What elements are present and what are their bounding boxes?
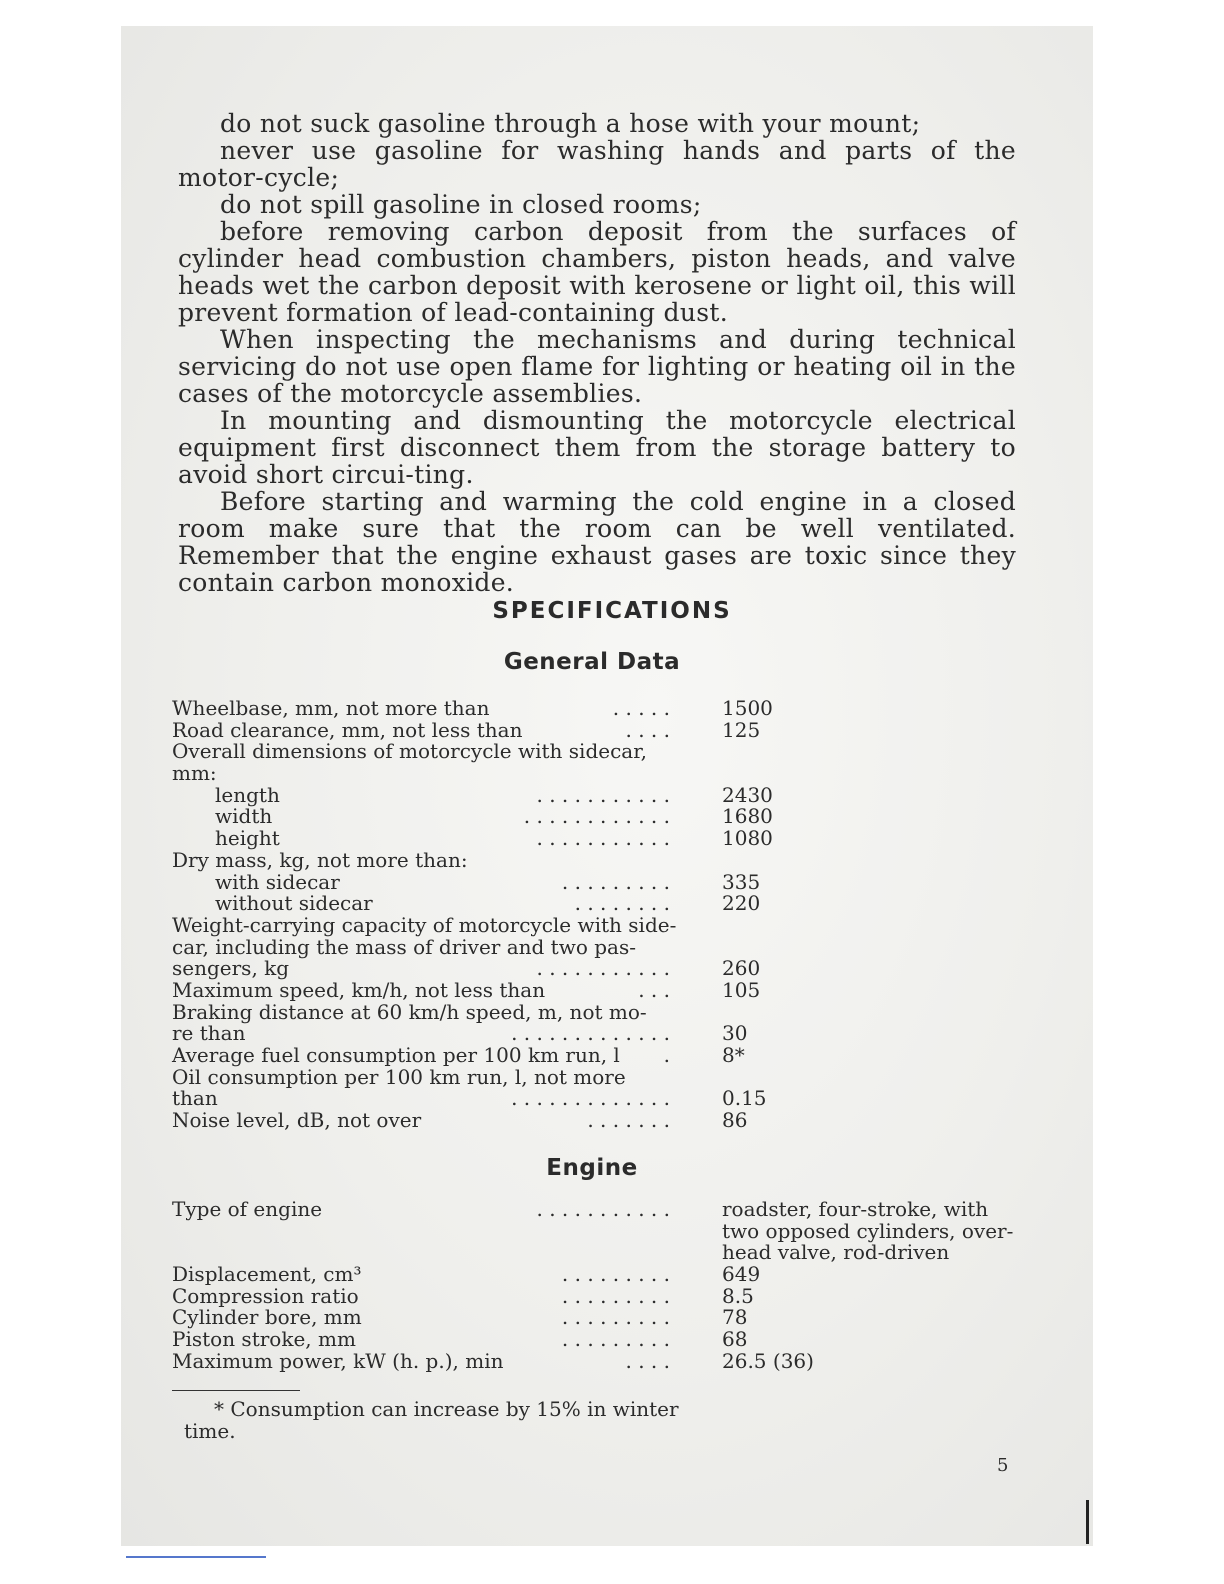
spec-label: Road clearance, mm, not less than (172, 717, 523, 742)
spec-label-column (172, 1221, 670, 1243)
spec-leader-dots: . . . . (625, 717, 670, 742)
spec-label-column (172, 741, 670, 763)
general-spec-row (172, 806, 1032, 828)
general-spec-row (172, 1045, 1032, 1067)
spec-label: sengers, kg (172, 956, 290, 981)
general-spec-row (172, 698, 1032, 720)
spec-label: Braking distance at 60 km/h speed, m, not mo- (172, 999, 647, 1024)
spec-label-column (172, 763, 670, 785)
spec-label-column (172, 1348, 670, 1373)
spec-label-column (172, 934, 670, 959)
general-spec-row (172, 999, 1032, 1024)
engine-spec-row (172, 1348, 1032, 1373)
spec-value: 105 (722, 977, 761, 1002)
spec-label-column (172, 1064, 670, 1089)
spec-label-column (172, 1283, 670, 1308)
spec-label-column (172, 847, 670, 872)
spec-label-column (172, 1242, 670, 1264)
general-data-table (172, 698, 1032, 1132)
spec-label-column (172, 869, 670, 894)
spec-label: Weight-carrying capacity of motorcycle with side- (172, 912, 677, 937)
engine-spec-row (172, 1283, 1032, 1308)
general-spec-row (172, 847, 1032, 872)
engine-spec-row (172, 1218, 1032, 1243)
general-spec-row (172, 1023, 1032, 1045)
spec-label-column (172, 958, 670, 980)
scan-edge-mark (1086, 1500, 1089, 1544)
spec-label: car, including the mass of driver and two pas- (172, 934, 636, 959)
spec-label-column (172, 1023, 670, 1045)
safety-para-3: do not spill gasoline in closed rooms; (220, 190, 702, 219)
engine-title: Engine (546, 1155, 638, 1181)
safety-para-4: before removing carbon deposit from the surfaces of cylinder head combustion chambers, piston heads, and valve heads wet the carbon deposit with kerosene or light oil, this will prevent formation of lead-containing dust. (178, 217, 1016, 327)
spec-label: Maximum power, kW (h. p.), min (172, 1348, 504, 1373)
general-spec-row (172, 741, 1032, 763)
spec-leader-dots: . . . . . . . . . . . (536, 956, 670, 981)
spec-leader-dots: . . . . . (612, 696, 670, 720)
spec-label: mm: (172, 761, 217, 786)
spec-label: height (215, 826, 280, 851)
spec-label-column (172, 806, 670, 828)
spec-value: 1500 (722, 696, 773, 720)
footnote: * Consumption can increase by 15% in winter time. (184, 1397, 679, 1443)
spec-label: Dry mass, kg, not more than: (172, 847, 468, 872)
spec-leader-dots: . . . . . . . . . (561, 1327, 670, 1352)
spec-leader-dots: . . . . . . . . . (561, 1262, 670, 1287)
spec-label-column (172, 1110, 670, 1132)
spec-label: Displacement, cm³ (172, 1262, 362, 1287)
general-spec-row (172, 934, 1032, 959)
general-spec-row (172, 912, 1032, 937)
general-spec-row (172, 763, 1032, 785)
safety-para-7: Before starting and warming the cold engine in a closed room make sure that the room can be well ventilated. Remember that the engine exhaust gases are toxic since they contain carbon monoxide. (178, 487, 1016, 597)
spec-label: Type of engine (172, 1197, 323, 1221)
spec-value: 26.5 (36) (722, 1348, 814, 1373)
spec-value: 30 (722, 1021, 748, 1046)
safety-para-5: When inspecting the mechanisms and during technical servicing do not use open flame for lighting or heating oil in the cases of the motorcycle assemblies. (178, 325, 1016, 408)
spec-label: than (172, 1086, 218, 1111)
spec-label-column (172, 999, 670, 1024)
specifications-title: SPECIFICATIONS (492, 598, 732, 624)
general-spec-row (172, 977, 1032, 1002)
general-spec-row (172, 717, 1032, 742)
engine-spec-row (172, 1329, 1032, 1351)
spec-value: 1680 (722, 804, 773, 829)
engine-table (172, 1199, 1032, 1373)
spec-leader-dots: . . . . . . . . (574, 891, 670, 916)
engine-spec-row (172, 1307, 1032, 1329)
spec-label: Maximum speed, km/h, not less than (172, 977, 546, 1002)
spec-label: without sidecar (215, 891, 373, 916)
spec-value: 8.5 (722, 1283, 754, 1308)
general-spec-row (172, 782, 1032, 807)
engine-spec-row (172, 1199, 1032, 1221)
spec-label-column (172, 1199, 670, 1221)
spec-value: 220 (722, 891, 761, 916)
spec-label-column (172, 1045, 670, 1067)
safety-para-1: do not suck gasoline through a hose with your mount; (220, 109, 921, 138)
safety-para-2: never use gasoline for washing hands and parts of the motor-cycle; (178, 136, 1016, 192)
spec-leader-dots: . . . . (625, 1348, 670, 1373)
spec-value: 0.15 (722, 1086, 767, 1111)
page-number: 5 (997, 1455, 1009, 1476)
general-spec-row (172, 828, 1032, 850)
spec-value: 8* (722, 1043, 745, 1067)
spec-label: length (215, 782, 280, 807)
spec-value: 1080 (722, 826, 773, 851)
engine-spec-row (172, 1242, 1032, 1264)
spec-value: 335 (722, 869, 761, 894)
spec-label-column (172, 977, 670, 1002)
spec-label: Overall dimensions of motorcycle with sidecar, (172, 739, 647, 764)
general-data-title: General Data (503, 649, 681, 675)
general-spec-row (172, 1110, 1032, 1132)
spec-label-column (172, 1088, 670, 1110)
spec-leader-dots: . . . . . . . . . . . . . (511, 1086, 670, 1111)
spec-label: Wheelbase, mm, not more than (172, 696, 490, 720)
general-spec-row (172, 958, 1032, 980)
spec-value: 125 (722, 717, 761, 742)
spec-leader-dots: . . . . . . . . . (561, 1283, 670, 1308)
scan-blue-line (126, 1556, 266, 1558)
spec-leader-dots: . . . . . . . . . . . . . (511, 1021, 670, 1046)
spec-label: Compression ratio (172, 1283, 359, 1308)
spec-label: Cylinder bore, mm (172, 1305, 362, 1330)
spec-label: width (215, 804, 273, 829)
spec-value: 78 (722, 1305, 748, 1330)
general-spec-row (172, 893, 1032, 915)
spec-label-column (172, 782, 670, 807)
spec-value: roadster, four-stroke, with (722, 1197, 989, 1221)
spec-label: Noise level, dB, not over (172, 1108, 422, 1133)
spec-leader-dots: . . . . . . . . . . . (536, 782, 670, 807)
spec-label: Oil consumption per 100 km run, l, not more (172, 1064, 626, 1089)
spec-label-column (172, 1329, 670, 1351)
spec-leader-dots: . . . . . . . . . . . (536, 1197, 670, 1221)
spec-label-column (172, 698, 670, 720)
spec-label: Average fuel consumption per 100 km run, l (172, 1043, 620, 1067)
spec-label-column (172, 893, 670, 915)
spec-value: 2430 (722, 782, 773, 807)
spec-leader-dots: . (663, 1043, 670, 1067)
spec-label: re than (172, 1021, 246, 1046)
general-spec-row (172, 1064, 1032, 1089)
spec-label-column (172, 1264, 670, 1286)
spec-label-column (172, 912, 677, 937)
spec-leader-dots: . . . . . . . (587, 1108, 670, 1133)
spec-leader-dots: . . . . . . . . . (561, 869, 670, 894)
spec-leader-dots: . . . . . . . . . . . (536, 826, 670, 851)
spec-value: 260 (722, 956, 761, 981)
safety-para-6: In mounting and dismounting the motorcycle electrical equipment first disconnect them from the storage battery to avoid short circui-ting. (178, 406, 1016, 489)
spec-label: Piston stroke, mm (172, 1327, 356, 1352)
footnote-rule (172, 1390, 300, 1391)
spec-leader-dots: . . . . . . . . . . . . (523, 804, 670, 829)
engine-spec-row (172, 1264, 1032, 1286)
spec-value: two opposed cylinders, over- (722, 1218, 1014, 1243)
spec-label-column (172, 717, 670, 742)
spec-label-column (172, 1307, 670, 1329)
spec-value: 86 (722, 1108, 748, 1133)
spec-leader-dots: . . . . . . . . . (561, 1305, 670, 1330)
spec-value: 649 (722, 1262, 761, 1287)
spec-leader-dots: . . . (638, 977, 670, 1002)
spec-label: with sidecar (215, 869, 340, 894)
general-spec-row (172, 869, 1032, 894)
spec-label-column (172, 828, 670, 850)
general-spec-row (172, 1088, 1032, 1110)
spec-value: 68 (722, 1327, 748, 1352)
spec-value: head valve, rod-driven (722, 1240, 950, 1265)
